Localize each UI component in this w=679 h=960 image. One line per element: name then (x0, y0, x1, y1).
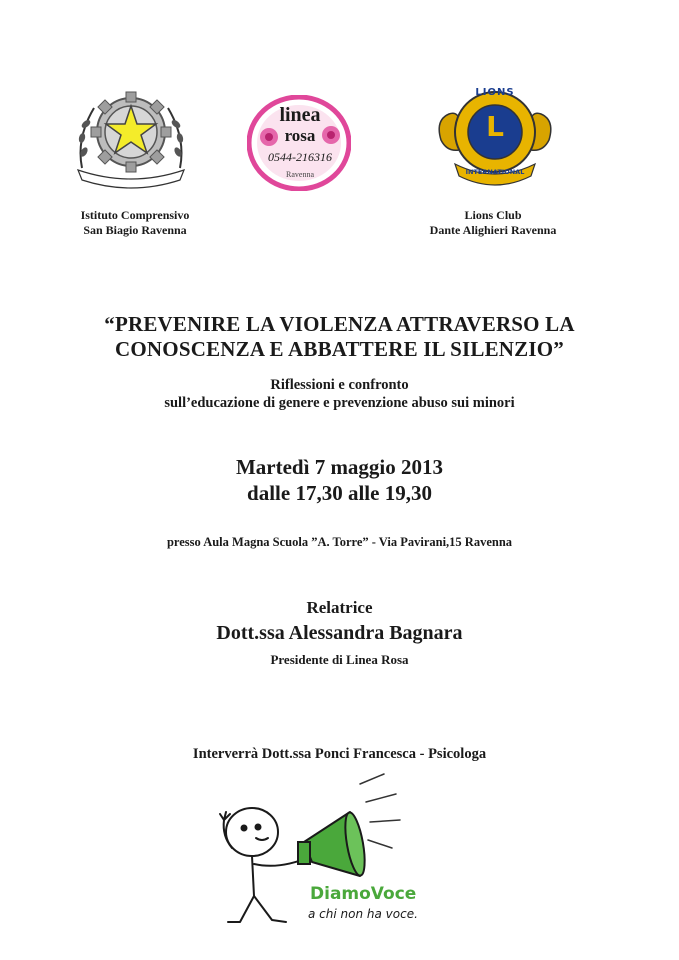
event-date-time: dalle 17,30 alle 19,30 (247, 481, 432, 505)
left-caption-line2: San Biagio Ravenna (83, 223, 187, 237)
speaker-name: Dott.ssa Alessandra Bagnara (216, 622, 463, 644)
right-caption-line2: Dante Alighieri Ravenna (429, 223, 557, 237)
italian-republic-emblem (72, 88, 190, 190)
event-date-day: Martedì 7 maggio 2013 (235, 455, 444, 479)
event-subtitle (0, 376, 679, 412)
lions-bottom-text: INTERNATIONAL (465, 168, 525, 176)
event-venue: presso Aula Magna Scuola ”A. Torre” - Via Pavirani,15 Ravenna (166, 535, 513, 549)
speaker-label: Relatrice (306, 598, 373, 617)
lions-letter: L (486, 110, 504, 143)
event-subtitle-line2: sull’educazione di genere e prevenzione abuso sui minori (164, 395, 515, 411)
event-title (0, 312, 679, 362)
linea-rosa-line1: linea (279, 104, 321, 126)
right-caption-line1: Lions Club (464, 208, 522, 222)
right-caption (393, 208, 593, 238)
diamovoce-tagline: a chi non ha voce. (308, 907, 418, 921)
linea-rosa-phone: 0544-216316 (268, 150, 332, 164)
diamovoce-brand: DiamoVoce (310, 884, 417, 904)
left-caption-line1: Istituto Comprensivo (80, 208, 190, 222)
speaker-role: Presidente di Linea Rosa (270, 652, 409, 667)
linea-rosa-city: Ravenna (286, 170, 314, 179)
left-caption (50, 208, 220, 238)
event-title-line1: “PREVENIRE LA VIOLENZA ATTRAVERSO LA (104, 312, 575, 336)
event-date (0, 454, 679, 506)
lions-top-text: LIONS (475, 87, 515, 98)
event-subtitle-line1: Riflessioni e confronto (270, 377, 409, 393)
linea-rosa-line2: rosa (284, 126, 316, 145)
intervention-note: Interverrà Dott.ssa Ponci Francesca - Psicologa (192, 746, 487, 762)
event-title-line2: CONOSCENZA E ABBATTERE IL SILENZIO” (115, 337, 564, 361)
